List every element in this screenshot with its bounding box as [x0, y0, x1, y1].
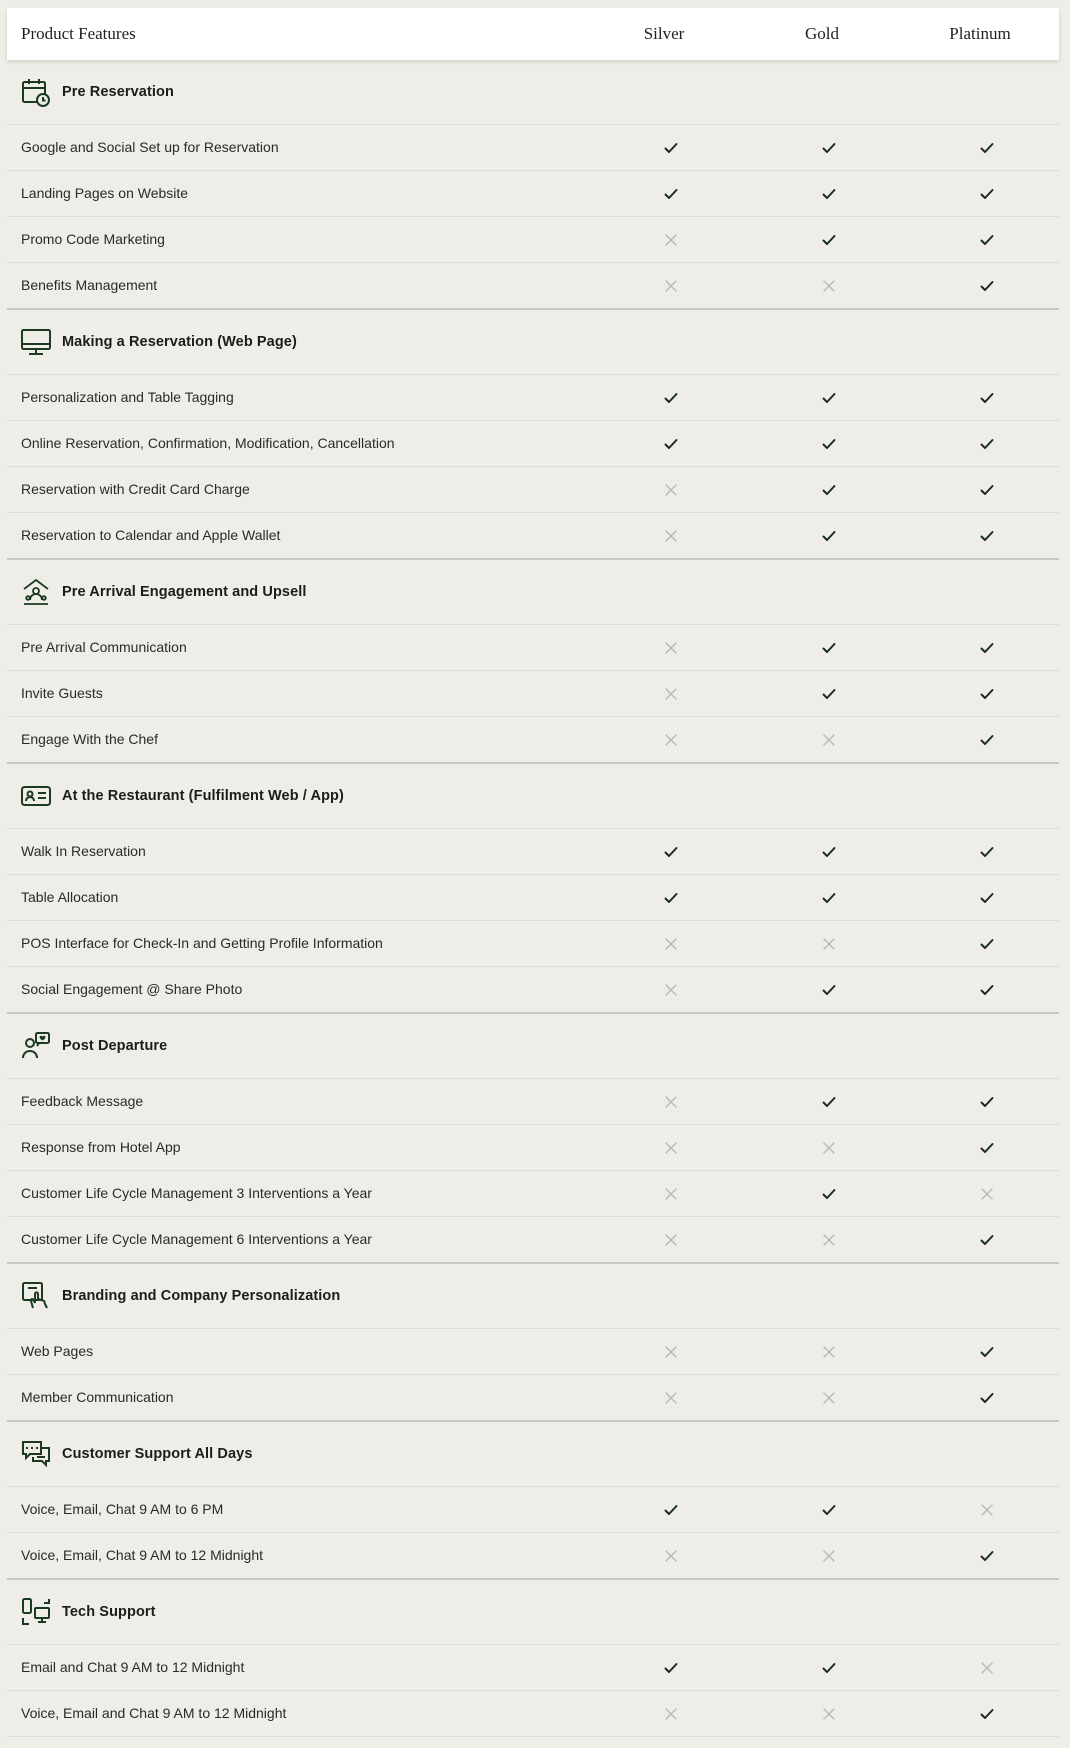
check-icon-platinum [977, 1342, 997, 1362]
check-icon-platinum [977, 842, 997, 862]
cross-icon-gold [819, 730, 839, 750]
check-icon-platinum [977, 888, 997, 908]
cross-icon-gold [819, 1342, 839, 1362]
check-icon-gold [819, 638, 839, 658]
check-icon-gold [819, 138, 839, 158]
feature-label: Landing Pages on Website [21, 185, 189, 201]
section-title: Pre Reservation [62, 84, 174, 100]
table-row [7, 1217, 1059, 1262]
table-row [7, 513, 1059, 558]
table-row [7, 1125, 1059, 1171]
cross-icon-gold [819, 934, 839, 954]
cross-icon-silver [661, 730, 681, 750]
check-icon-gold [819, 1658, 839, 1678]
check-icon-silver [661, 138, 681, 158]
check-icon-platinum [977, 434, 997, 454]
header-product-features: Product Features [21, 24, 136, 43]
table-row [7, 1487, 1059, 1533]
table-row [7, 171, 1059, 217]
section-branding-and-company-personalization [7, 1264, 1059, 1422]
section-header [7, 60, 1059, 125]
check-icon-platinum [977, 276, 997, 296]
feature-label: Pre Arrival Communication [21, 639, 187, 655]
cross-icon-gold [819, 276, 839, 296]
section-tech-support [7, 1580, 1059, 1737]
check-icon-platinum [977, 480, 997, 500]
feature-label: Voice, Email, Chat 9 AM to 12 Midnight [21, 1547, 264, 1563]
section-header [7, 1580, 1059, 1645]
section-header [7, 764, 1059, 829]
section-title: Making a Reservation (Web Page) [62, 334, 297, 350]
table-row [7, 967, 1059, 1012]
feature-label: Social Engagement @ Share Photo [21, 981, 243, 997]
cross-icon-gold [819, 1388, 839, 1408]
table-row [7, 467, 1059, 513]
feature-label: Table Allocation [21, 889, 119, 905]
check-icon-gold [819, 1184, 839, 1204]
table-row [7, 375, 1059, 421]
feature-label: Web Pages [21, 1343, 94, 1359]
table-row [7, 1329, 1059, 1375]
cross-icon-silver [661, 526, 681, 546]
check-icon-gold [819, 1500, 839, 1520]
cross-icon-platinum [977, 1658, 997, 1678]
table-row [7, 921, 1059, 967]
table-row [7, 1691, 1059, 1736]
table-row [7, 1375, 1059, 1420]
header-tier-platinum: Platinum [949, 24, 1011, 43]
check-icon-platinum [977, 230, 997, 250]
check-icon-platinum [977, 684, 997, 704]
feature-label: Response from Hotel App [21, 1139, 181, 1155]
cross-icon-silver [661, 480, 681, 500]
feature-label: Google and Social Set up for Reservation [21, 139, 279, 155]
section-header [7, 1422, 1059, 1487]
feature-sections [7, 60, 1059, 1737]
section-making-a-reservation-web-page [7, 310, 1059, 560]
section-pre-arrival-engagement-and-upsell [7, 560, 1059, 764]
check-icon-platinum [977, 638, 997, 658]
cross-icon-silver [661, 638, 681, 658]
feature-label: Customer Life Cycle Management 3 Interventions a Year [21, 1185, 372, 1201]
check-icon-platinum [977, 1546, 997, 1566]
check-icon-gold [819, 1092, 839, 1112]
feature-label: Personalization and Table Tagging [21, 389, 234, 405]
monitor-icon [20, 326, 52, 358]
check-icon-platinum [977, 1388, 997, 1408]
cross-icon-silver [661, 1546, 681, 1566]
cross-icon-silver [661, 934, 681, 954]
section-title: Tech Support [62, 1604, 156, 1620]
table-row [7, 1645, 1059, 1691]
table-row [7, 717, 1059, 762]
check-icon-platinum [977, 138, 997, 158]
check-icon-silver [661, 388, 681, 408]
feature-label: Online Reservation, Confirmation, Modification, Cancellation [21, 435, 395, 451]
section-title: Customer Support All Days [62, 1446, 253, 1462]
check-icon-platinum [977, 1704, 997, 1724]
cross-icon-silver [661, 1184, 681, 1204]
cross-icon-silver [661, 1230, 681, 1250]
feature-label: Benefits Management [21, 277, 158, 293]
check-icon-platinum [977, 184, 997, 204]
check-icon-gold [819, 684, 839, 704]
header-tier-silver: Silver [643, 24, 685, 43]
section-header [7, 1264, 1059, 1329]
section-post-departure [7, 1014, 1059, 1264]
table-row [7, 125, 1059, 171]
cross-icon-platinum [977, 1184, 997, 1204]
section-header [7, 310, 1059, 375]
check-icon-platinum [977, 388, 997, 408]
cross-icon-silver [661, 1342, 681, 1362]
table-row [7, 217, 1059, 263]
person-feedback-icon [20, 1030, 52, 1062]
section-title: Post Departure [62, 1038, 168, 1054]
check-icon-silver [661, 184, 681, 204]
section-title: Pre Arrival Engagement and Upsell [62, 584, 307, 600]
cross-icon-silver [661, 684, 681, 704]
feature-label: Voice, Email and Chat 9 AM to 12 Midnight [21, 1705, 287, 1721]
table-row [7, 1533, 1059, 1578]
calendar-clock-icon [20, 76, 52, 108]
feature-label: Invite Guests [21, 685, 103, 701]
cross-icon-silver [661, 1704, 681, 1724]
table-row [7, 829, 1059, 875]
cross-icon-gold [819, 1230, 839, 1250]
feature-label: Walk In Reservation [21, 843, 146, 859]
check-icon-gold [819, 434, 839, 454]
feature-label: Voice, Email, Chat 9 AM to 6 PM [21, 1501, 224, 1517]
feature-label: Engage With the Chef [21, 731, 158, 747]
section-customer-support-all-days [7, 1422, 1059, 1580]
chat-support-icon [20, 1438, 52, 1470]
feature-label: Promo Code Marketing [21, 231, 165, 247]
cross-icon-silver [661, 980, 681, 1000]
check-icon-silver [661, 434, 681, 454]
feature-label: Reservation with Credit Card Charge [21, 481, 250, 497]
check-icon-platinum [977, 1230, 997, 1250]
check-icon-silver [661, 1658, 681, 1678]
devices-icon [20, 1596, 52, 1628]
check-icon-platinum [977, 934, 997, 954]
concierge-icon [20, 576, 52, 608]
table-row [7, 1079, 1059, 1125]
cross-icon-platinum [977, 1500, 997, 1520]
check-icon-gold [819, 888, 839, 908]
section-title: At the Restaurant (Fulfilment Web / App) [62, 788, 344, 804]
check-icon-platinum [977, 1138, 997, 1158]
branding-touch-icon [20, 1280, 52, 1312]
feature-label: Reservation to Calendar and Apple Wallet [21, 527, 281, 543]
check-icon-gold [819, 184, 839, 204]
section-title: Branding and Company Personalization [62, 1288, 341, 1304]
check-icon-gold [819, 230, 839, 250]
table-row [7, 263, 1059, 308]
cross-icon-gold [819, 1138, 839, 1158]
cross-icon-silver [661, 230, 681, 250]
check-icon-gold [819, 388, 839, 408]
cross-icon-silver [661, 1388, 681, 1408]
check-icon-silver [661, 842, 681, 862]
feature-label: POS Interface for Check-In and Getting Profile Information [21, 935, 383, 951]
check-icon-gold [819, 842, 839, 862]
check-icon-platinum [977, 730, 997, 750]
table-header [7, 8, 1059, 60]
section-header [7, 1014, 1059, 1079]
table-row [7, 875, 1059, 921]
feature-label: Customer Life Cycle Management 6 Interventions a Year [21, 1231, 372, 1247]
feature-label: Feedback Message [21, 1093, 144, 1109]
id-card-icon [20, 780, 52, 812]
table-row [7, 421, 1059, 467]
table-row [7, 625, 1059, 671]
section-pre-reservation [7, 60, 1059, 310]
check-icon-gold [819, 480, 839, 500]
check-icon-platinum [977, 1092, 997, 1112]
cross-icon-gold [819, 1704, 839, 1724]
section-at-the-restaurant-fulfilment-web-app [7, 764, 1059, 1014]
check-icon-platinum [977, 980, 997, 1000]
table-row [7, 671, 1059, 717]
check-icon-gold [819, 980, 839, 1000]
table-row [7, 1171, 1059, 1217]
section-header [7, 560, 1059, 625]
check-icon-gold [819, 526, 839, 546]
cross-icon-silver [661, 1138, 681, 1158]
cross-icon-silver [661, 1092, 681, 1112]
cross-icon-silver [661, 276, 681, 296]
feature-label: Member Communication [21, 1389, 174, 1405]
features-comparison-table [7, 8, 1059, 1737]
check-icon-silver [661, 888, 681, 908]
cross-icon-gold [819, 1546, 839, 1566]
check-icon-silver [661, 1500, 681, 1520]
check-icon-platinum [977, 526, 997, 546]
feature-label: Email and Chat 9 AM to 12 Midnight [21, 1659, 245, 1675]
header-tier-gold: Gold [805, 24, 839, 43]
